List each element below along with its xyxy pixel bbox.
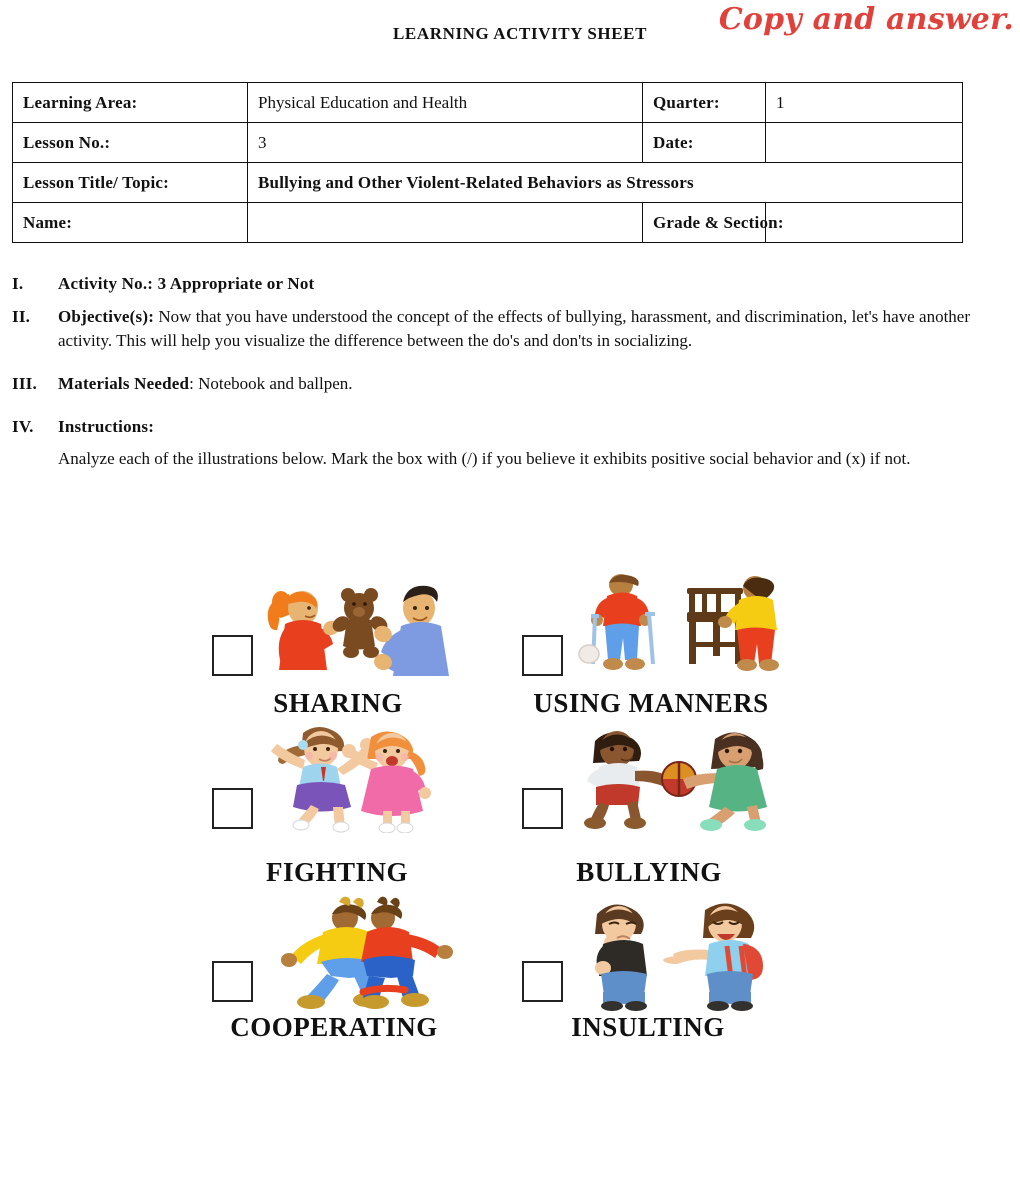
section-materials-body: : Notebook and ballpen. xyxy=(189,373,353,393)
table-row xyxy=(13,203,963,243)
cooperating-illustration xyxy=(259,896,496,1008)
name-value[interactable] xyxy=(248,203,643,243)
illustration-cell-bullying xyxy=(496,725,806,888)
section-instructions-heading xyxy=(58,415,970,440)
bullying-illustration xyxy=(569,723,806,835)
section-objectives-body: Now that you have understood the concept of the effects of bullying, harassment, and discrimination, let's have another activity. This will help you visualize the difference between the do's and don'ts in socializing. xyxy=(58,306,970,351)
section-activity-numeral: I. xyxy=(12,274,24,293)
caption-sharing: SHARING xyxy=(273,688,403,718)
section-instructions-numeral: IV. xyxy=(12,416,34,436)
lesson-info-table xyxy=(12,82,963,243)
section-materials-label: Materials Needed xyxy=(58,373,190,393)
grade-section-value[interactable] xyxy=(766,203,963,243)
table-row xyxy=(13,83,963,123)
checkbox-using-manners[interactable] xyxy=(522,635,563,676)
learning-area-value[interactable]: Physical Education and Health xyxy=(248,83,643,123)
section-instructions-label: Instructions: xyxy=(58,416,155,436)
lesson-title-label: Lesson Title/ Topic: xyxy=(13,163,248,203)
caption-insulting: INSULTING xyxy=(571,1012,725,1042)
section-instructions xyxy=(12,415,970,440)
table-row xyxy=(13,163,963,203)
learning-area-label: Learning Area: xyxy=(13,83,248,123)
section-objectives-text xyxy=(58,305,970,354)
fighting-illustration xyxy=(259,723,496,835)
section-activity xyxy=(12,272,970,297)
checkbox-cooperating[interactable] xyxy=(212,961,253,1002)
caption-bullying: BULLYING xyxy=(576,857,722,887)
page-title: LEARNING ACTIVITY SHEET xyxy=(392,24,648,43)
section-materials xyxy=(12,372,970,397)
section-activity-text xyxy=(58,272,970,297)
page-header xyxy=(0,0,1020,60)
section-instructions-body: Analyze each of the illustrations below. Mark the box with (/) if you believe it exhibits positive social behavior and (x) if not. xyxy=(58,449,911,469)
date-label: Date: xyxy=(643,123,766,163)
quarter-value[interactable]: 1 xyxy=(766,83,963,123)
lesson-title-value[interactable]: Bullying and Other Violent-Related Behaviors as Stressors xyxy=(248,163,963,203)
illustration-cell-using-manners xyxy=(496,580,806,719)
name-label: Name: xyxy=(13,203,248,243)
section-materials-text xyxy=(58,372,970,397)
illustration-grid xyxy=(186,580,806,1043)
illustration-row xyxy=(186,725,806,888)
grade-section-label: Grade & Section: xyxy=(643,203,766,243)
sharing-illustration xyxy=(259,572,496,684)
illustration-cell-sharing xyxy=(186,580,496,719)
section-activity-title: Activity No.: 3 Appropriate or Not xyxy=(58,274,315,293)
date-value[interactable] xyxy=(766,123,963,163)
lesson-no-value[interactable]: 3 xyxy=(248,123,643,163)
section-objectives-label: Objective(s): xyxy=(58,306,155,326)
illustration-cell-insulting xyxy=(496,890,806,1043)
checkbox-sharing[interactable] xyxy=(212,635,253,676)
insulting-illustration xyxy=(569,896,806,1008)
section-objectives-numeral: II. xyxy=(12,306,31,326)
checkbox-bullying[interactable] xyxy=(522,788,563,829)
quarter-label: Quarter: xyxy=(643,83,766,123)
table-row xyxy=(13,123,963,163)
worksheet-body xyxy=(12,272,970,472)
checkbox-insulting[interactable] xyxy=(522,961,563,1002)
caption-fighting: FIGHTING xyxy=(265,857,409,887)
section-materials-numeral: III. xyxy=(12,373,37,393)
using-manners-illustration xyxy=(569,572,806,684)
illustration-row xyxy=(186,580,806,719)
checkbox-fighting[interactable] xyxy=(212,788,253,829)
illustration-row xyxy=(186,890,806,1043)
caption-cooperating: COOPERATING xyxy=(230,1012,438,1042)
lesson-no-label: Lesson No.: xyxy=(13,123,248,163)
caption-using-manners: USING MANNERS xyxy=(533,688,769,718)
copy-and-answer-annotation: Copy and answer. xyxy=(718,2,1014,37)
illustration-cell-cooperating xyxy=(186,890,496,1043)
section-objectives xyxy=(12,305,970,354)
illustration-cell-fighting xyxy=(186,725,496,888)
